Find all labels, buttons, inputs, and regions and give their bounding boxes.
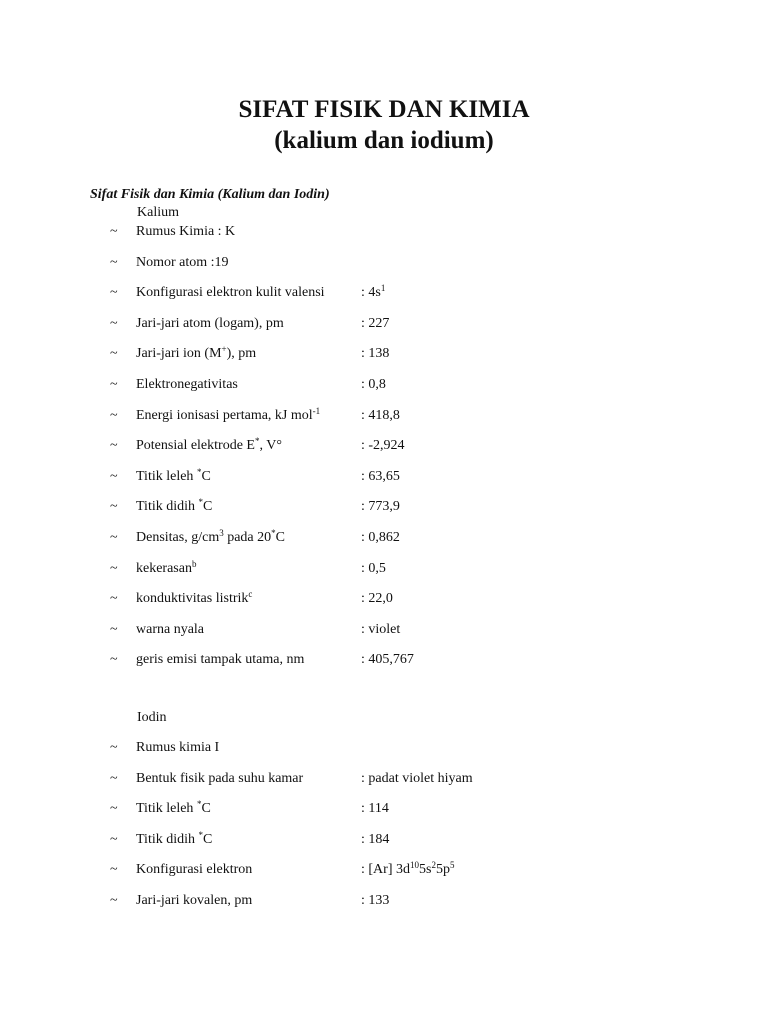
property-label (136, 283, 325, 303)
property-row (0, 436, 768, 456)
property-label-text: C (201, 468, 211, 484)
property-value-text: : 0,8 (361, 377, 386, 392)
property-label-text: Elektronegativitas (136, 377, 238, 392)
property-label-text: Rumus kimia I (136, 740, 220, 755)
property-label (136, 344, 256, 364)
property-label (136, 830, 212, 850)
tilde-bullet: ~ (110, 407, 118, 423)
property-value-text: : 138 (361, 346, 390, 362)
property-value-text: : 773,9 (361, 499, 400, 515)
tilde-bullet: ~ (110, 346, 118, 362)
tilde-bullet: ~ (110, 224, 118, 239)
property-value (361, 314, 389, 334)
tilde-bullet: ~ (110, 591, 118, 607)
property-value (361, 467, 400, 487)
tilde-bullet: ~ (110, 530, 118, 545)
property-label-text: C (201, 801, 211, 817)
property-label-superscript: -1 (312, 405, 321, 416)
property-label-text: Nomor atom :19 (136, 254, 229, 270)
property-value-text: 5p (435, 862, 450, 878)
iodin-group-label: Iodin (137, 710, 167, 725)
property-row (0, 620, 768, 640)
property-label-text: Rumus Kimia : K (136, 224, 236, 239)
property-label-superscript: * (196, 799, 202, 810)
property-label (136, 769, 303, 789)
property-label-text: Titik didih (136, 831, 199, 847)
property-row (0, 253, 768, 273)
tilde-bullet: ~ (110, 315, 118, 331)
property-label-text: ), pm (226, 346, 257, 362)
property-value (361, 559, 386, 579)
property-label-superscript: * (271, 528, 276, 538)
title-line-2: (kalium dan iodium) (274, 127, 494, 154)
property-label-text: Titik didih (136, 499, 199, 515)
property-value-superscript: 1 (380, 283, 386, 294)
property-row (0, 799, 768, 819)
property-value-text: : 22,0 (361, 591, 393, 607)
property-label-text: Densitas, g/cm (136, 530, 220, 545)
property-value (361, 891, 389, 911)
property-label (136, 799, 211, 819)
property-label-superscript: * (198, 497, 204, 508)
property-value-superscript: 5 (449, 860, 455, 871)
property-label (136, 222, 235, 242)
property-value-text: : -2,924 (361, 438, 405, 454)
property-label-text: Potensial elektrode E (136, 438, 255, 454)
property-value (361, 620, 400, 640)
property-value (361, 283, 385, 303)
property-row (0, 891, 768, 911)
property-value-text: : 418,8 (361, 407, 400, 423)
property-value (361, 375, 386, 395)
tilde-bullet: ~ (110, 438, 118, 454)
property-value-text: : 0,862 (361, 530, 400, 545)
property-label-text: Energi ionisasi pertama, kJ mol (136, 407, 313, 423)
property-value (361, 344, 389, 364)
property-row (0, 314, 768, 334)
property-label-text: pada 20 (223, 530, 272, 545)
property-row (0, 344, 768, 364)
property-row (0, 222, 768, 242)
property-label (136, 589, 252, 609)
property-label (136, 738, 219, 758)
property-value-text: : [Ar] 3d (361, 862, 410, 878)
property-label-text: C (203, 499, 213, 515)
property-label-text: konduktivitas listrik (136, 591, 249, 607)
tilde-bullet: ~ (110, 831, 118, 847)
property-label-text: Konfigurasi elektron (136, 862, 253, 878)
property-value (361, 799, 389, 819)
tilde-bullet: ~ (110, 468, 118, 484)
tilde-bullet: ~ (110, 893, 118, 908)
tilde-bullet: ~ (110, 285, 118, 301)
property-label (136, 650, 304, 670)
property-value-text: : 184 (361, 831, 390, 847)
property-label (136, 860, 252, 880)
property-value-text: : violet (361, 621, 401, 637)
tilde-bullet: ~ (110, 740, 118, 755)
tilde-bullet: ~ (110, 862, 118, 878)
property-label-superscript: + (221, 344, 227, 355)
property-row (0, 589, 768, 609)
tilde-bullet: ~ (110, 377, 118, 392)
property-label (136, 559, 196, 579)
property-value-text: 5s (419, 862, 432, 878)
property-value-text: : 0,5 (361, 560, 386, 576)
property-label (136, 891, 252, 911)
property-label (136, 436, 282, 456)
property-label (136, 620, 204, 640)
property-row (0, 830, 768, 850)
property-value (361, 650, 414, 670)
property-value-text: : 4s (361, 285, 381, 301)
property-row (0, 406, 768, 426)
property-label-superscript: * (198, 829, 204, 840)
property-value (361, 436, 405, 456)
property-label-superscript: * (254, 436, 260, 447)
property-value (361, 769, 473, 789)
property-label-text: Jari-jari kovalen, pm (136, 893, 253, 908)
property-label-text: , V° (259, 438, 282, 454)
property-row (0, 467, 768, 487)
property-label-text: Jari-jari ion (M (136, 346, 222, 362)
property-label-text: geris emisi tampak utama, nm (136, 652, 305, 668)
property-label (136, 375, 238, 395)
property-label-superscript: 3 (219, 528, 224, 538)
document-title (0, 94, 768, 156)
property-row (0, 738, 768, 758)
tilde-bullet: ~ (110, 801, 118, 817)
property-value (361, 589, 393, 609)
property-value (361, 860, 454, 880)
property-value-text: : 133 (361, 893, 390, 908)
property-label-text: C (203, 831, 213, 847)
property-label-superscript: c (248, 589, 253, 600)
property-label-superscript: b (191, 558, 197, 569)
property-label-text: Bentuk fisik pada suhu kamar (136, 770, 304, 786)
property-label (136, 314, 284, 334)
property-value (361, 830, 389, 850)
property-label-text: kekerasan (136, 560, 192, 576)
property-value (361, 528, 400, 548)
property-label-text: Titik leleh (136, 468, 197, 484)
tilde-bullet: ~ (110, 621, 118, 637)
property-label (136, 528, 285, 548)
property-label (136, 253, 229, 273)
property-label-text: Konfigurasi elektron kulit valensi (136, 285, 325, 301)
property-row (0, 528, 768, 548)
property-value-superscript: 2 (431, 860, 436, 871)
property-label-text: Jari-jari atom (logam), pm (136, 315, 284, 331)
property-label-text: warna nyala (136, 621, 205, 637)
property-row (0, 650, 768, 670)
property-label (136, 406, 320, 426)
section-subheading: Sifat Fisik dan Kimia (Kalium dan Iodin) (90, 187, 330, 202)
property-row (0, 375, 768, 395)
title-line-1: SIFAT FISIK DAN KIMIA (238, 96, 530, 123)
property-value-text: : 114 (361, 801, 389, 817)
property-row (0, 559, 768, 579)
property-label-superscript: * (196, 466, 202, 477)
property-label-text: C (275, 530, 285, 545)
property-label-text: Titik leleh (136, 801, 197, 817)
tilde-bullet: ~ (110, 770, 118, 786)
property-row (0, 860, 768, 880)
property-label (136, 467, 211, 487)
property-row (0, 497, 768, 517)
property-value-text: : 63,65 (361, 468, 400, 484)
property-row (0, 283, 768, 303)
tilde-bullet: ~ (110, 499, 118, 515)
tilde-bullet: ~ (110, 560, 118, 576)
property-value-text: : 405,767 (361, 652, 414, 668)
property-value (361, 497, 400, 517)
property-value-text: : 227 (361, 315, 390, 331)
kalium-group-label: Kalium (137, 205, 179, 220)
property-value-text: : padat violet hiyam (361, 770, 473, 786)
tilde-bullet: ~ (110, 652, 118, 668)
tilde-bullet: ~ (110, 254, 118, 270)
property-label (136, 497, 212, 517)
property-value-superscript: 10 (410, 860, 419, 871)
property-value (361, 406, 400, 426)
property-row (0, 769, 768, 789)
